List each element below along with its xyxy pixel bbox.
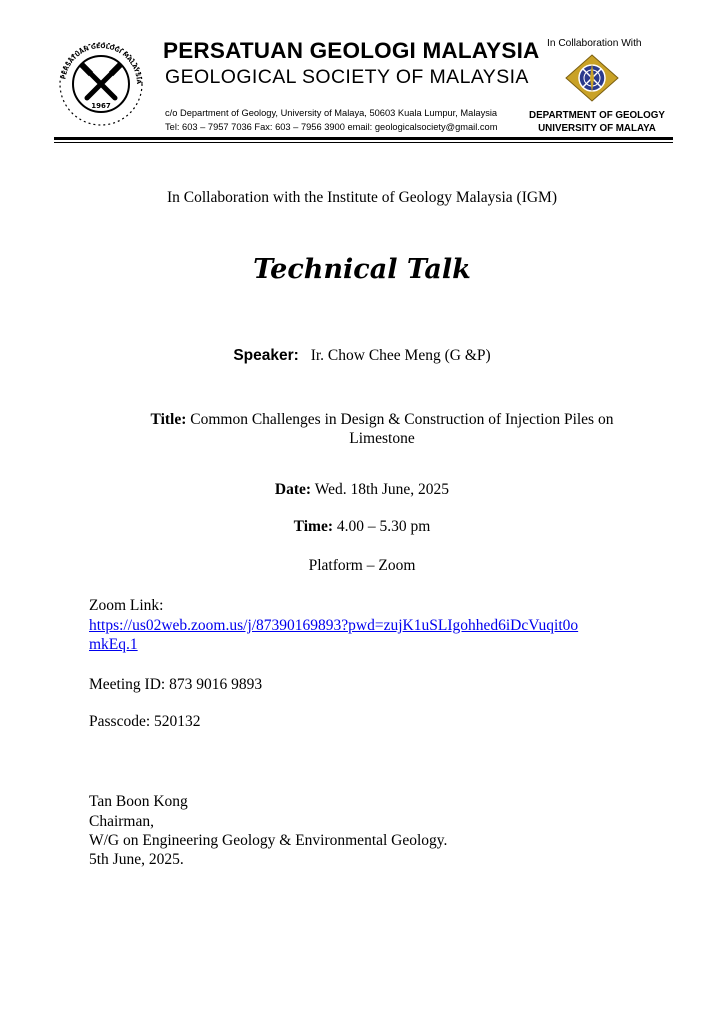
society-address: c/o Department of Geology, University of Malaya, 50603 Kuala Lumpur, Malaysia [165,108,498,118]
society-name-english: GEOLOGICAL SOCIETY OF MALAYSIA [165,66,529,88]
society-contact: Tel: 603 – 7957 7036 Fax: 603 – 7956 3900 email: geologicalsociety@gmail.com [165,122,498,132]
speaker-value: Ir. Chow Chee Meng (G &P) [310,347,491,364]
crossed-hammers-icon [87,70,115,98]
university-name: UNIVERSITY OF MALAYA [538,123,656,134]
zoom-link-url-continued[interactable]: mkEq.1 [89,636,138,653]
signatory-role: Chairman, [89,813,154,830]
logo-ring-text: PERSATUAN GEOLOGI MALAYSIA [60,42,143,85]
signature-date: 5th June, 2025. [89,851,184,868]
speaker-line [0,347,724,365]
title-label: Title: [150,411,187,428]
date-line [0,481,724,499]
zoom-link-label: Zoom Link: [89,597,164,614]
signatory-group: W/G on Engineering Geology & Environmental Geology. [89,832,448,849]
meeting-id: Meeting ID: 873 9016 9893 [89,676,263,693]
university-logo [565,54,619,102]
date-value: Wed. 18th June, 2025 [314,481,450,498]
logo-year: 1967 [91,102,111,110]
dept-name: DEPARTMENT OF GEOLOGY [529,110,665,121]
zoom-link-url[interactable]: https://us02web.zoom.us/j/87390169893?pwd=zujK1uSLIgohhed6iDcVuqit0o [89,617,579,634]
talk-heading: Technical Talk [253,254,471,285]
society-logo [57,40,145,128]
platform-line: Platform – Zoom [308,557,416,574]
header-rule-thick [54,137,673,140]
time-label: Time: [293,518,333,535]
time-line [0,518,724,536]
date-label: Date: [274,481,312,498]
talk-title-line1 [0,411,724,429]
speaker-label: Speaker: [233,347,299,364]
passcode: Passcode: 520132 [89,713,201,730]
collab-label: In Collaboration With [547,38,642,49]
title-value-line1: Common Challenges in Design & Construction of Injection Piles on [190,411,614,428]
title-value-line2: Limestone [349,430,415,447]
time-value: 4.00 – 5.30 pm [336,518,431,535]
header-rule-thin [54,142,673,143]
collaboration-line: In Collaboration with the Institute of Geology Malaysia (IGM) [166,189,557,206]
compass-icon [565,54,619,102]
signatory-name: Tan Boon Kong [89,793,188,810]
society-name-malay: PERSATUAN GEOLOGI MALAYSIA [163,38,540,63]
